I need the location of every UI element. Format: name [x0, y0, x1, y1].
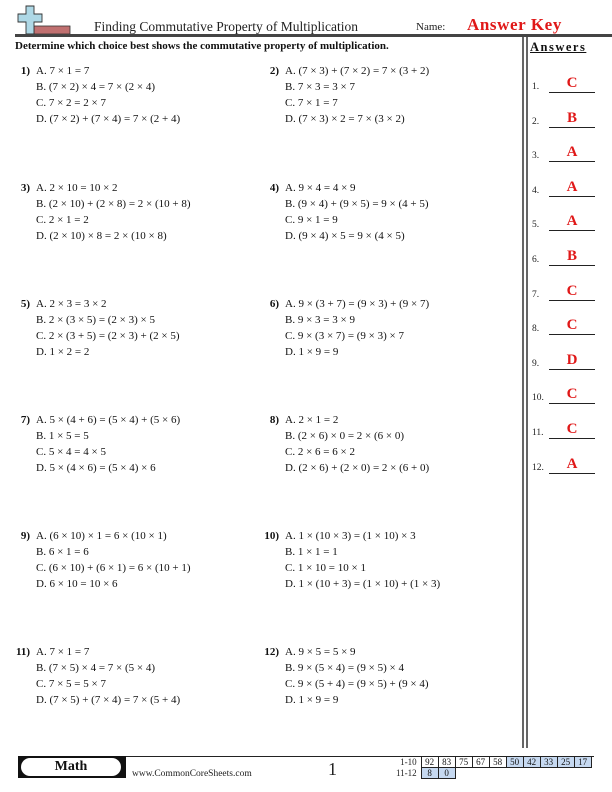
answer-number: 1. — [532, 82, 540, 92]
problem-number: 6) — [269, 298, 279, 310]
problem-number: 8) — [269, 414, 279, 426]
problem-number: 11) — [15, 646, 30, 658]
score-cell-empty — [455, 768, 472, 779]
choice-option: C. 5 × 4 = 4 × 5 — [36, 446, 106, 458]
choice-option: C. 9 × 1 = 9 — [285, 214, 338, 226]
choice-list — [285, 528, 440, 592]
answer-letter: A — [566, 213, 578, 230]
score-cell: 25 — [557, 757, 574, 768]
choice-list — [36, 180, 191, 244]
answer-blank — [549, 369, 595, 370]
problem-number: 7) — [20, 414, 30, 426]
choice-option: B. 9 × (5 × 4) = (9 × 5) × 4 — [285, 662, 405, 674]
answer-row — [532, 281, 612, 301]
problem-number: 1) — [20, 65, 30, 77]
choice-option: D. (2 × 10) × 8 = 2 × (10 × 8) — [36, 230, 167, 242]
choice-option: D. 1 × 9 = 9 — [285, 346, 339, 358]
choice-option: B. (7 × 5) × 4 = 7 × (5 × 4) — [36, 662, 156, 674]
answer-letter: C — [566, 282, 578, 299]
problem-number: 4) — [269, 182, 279, 194]
choice-list — [36, 63, 180, 127]
choice-option: A. 9 × 5 = 5 × 9 — [285, 646, 356, 658]
answer-blank — [549, 92, 595, 93]
answer-blank — [549, 230, 595, 231]
answers-heading: Answers — [530, 40, 587, 54]
choice-list — [285, 180, 429, 244]
score-cell: 92 — [421, 757, 438, 768]
choice-option: A. 7 × 1 = 7 — [36, 646, 90, 658]
answer-row — [532, 246, 612, 266]
answer-blank — [549, 473, 595, 474]
choice-list — [285, 412, 429, 476]
score-cell-empty — [489, 768, 506, 779]
choice-option: C. 9 × (5 + 4) = (9 × 5) + (9 × 4) — [285, 678, 429, 690]
choice-option: D. (2 × 6) + (2 × 0) = 2 × (6 + 0) — [285, 462, 430, 474]
problem-number: 10) — [264, 530, 279, 542]
problem-number: 12) — [264, 646, 279, 658]
answer-row — [532, 419, 612, 439]
choice-list — [36, 296, 180, 360]
score-row — [394, 768, 591, 779]
answer-number: 10. — [532, 393, 544, 404]
choice-option: D. 1 × 2 = 2 — [36, 346, 90, 358]
website-link[interactable]: www.CommonCoreSheets.com — [132, 769, 252, 779]
score-cell-empty — [506, 768, 523, 779]
choice-option: A. 9 × (3 + 7) = (9 × 3) + (9 × 7) — [285, 298, 430, 310]
answers-divider — [522, 37, 524, 748]
choice-option: B. (2 × 10) + (2 × 8) = 2 × (10 + 8) — [36, 198, 191, 210]
answer-row — [532, 454, 612, 474]
answer-row — [532, 177, 612, 197]
answer-letter: B — [566, 248, 577, 264]
choice-option: B. 1 × 1 = 1 — [285, 546, 338, 558]
answer-blank — [549, 403, 595, 404]
answer-letter: A — [566, 178, 578, 195]
answer-row — [532, 142, 612, 162]
choice-option: B. 2 × (3 × 5) = (2 × 3) × 5 — [36, 314, 156, 326]
score-cell: 50 — [506, 757, 523, 768]
choice-list — [36, 644, 180, 708]
score-cell-empty — [472, 768, 489, 779]
answer-blank — [549, 300, 595, 301]
answer-blank — [549, 265, 595, 266]
answer-blank — [549, 438, 595, 439]
choice-option: D. (7 × 5) + (7 × 4) = 7 × (5 + 4) — [36, 694, 181, 706]
answer-key-label: Answer Key — [467, 15, 562, 34]
answer-letter: C — [566, 421, 578, 437]
choice-list — [285, 296, 429, 360]
choice-option: D. (7 × 2) + (7 × 4) = 7 × (2 + 4) — [36, 113, 181, 125]
answers-divider — [526, 37, 528, 748]
choice-option: D. 1 × (10 + 3) = (1 × 10) + (1 × 3) — [285, 578, 441, 590]
answer-row — [532, 350, 612, 370]
problem-number: 2) — [269, 65, 279, 77]
score-table — [394, 756, 592, 779]
choice-option: C. 2 × (3 + 5) = (2 × 3) + (2 × 5) — [36, 330, 180, 342]
choice-option: A. 9 × 4 = 4 × 9 — [285, 182, 356, 194]
choice-option: C. 7 × 1 = 7 — [285, 97, 338, 109]
choice-option: B. 1 × 5 = 5 — [36, 430, 89, 442]
score-row — [394, 757, 591, 768]
answer-letter: D — [566, 351, 578, 368]
answer-row — [532, 211, 612, 231]
score-cell: 42 — [523, 757, 540, 768]
choice-option: C. (6 × 10) + (6 × 1) = 6 × (10 + 1) — [36, 562, 191, 574]
score-cell: 83 — [438, 757, 455, 768]
answer-letter: C — [566, 317, 578, 334]
choice-option: A. 2 × 10 = 10 × 2 — [36, 182, 118, 194]
choice-option: B. 7 × 3 = 3 × 7 — [285, 81, 355, 93]
answer-letter: A — [566, 455, 578, 472]
subject-badge — [18, 756, 126, 778]
score-cell: 33 — [540, 757, 557, 768]
choice-option: A. 1 × (10 × 3) = (1 × 10) × 3 — [285, 530, 416, 542]
score-cell-empty — [557, 768, 574, 779]
choice-option: A. (6 × 10) × 1 = 6 × (10 × 1) — [36, 530, 167, 542]
choice-option: C. 9 × (3 × 7) = (9 × 3) × 7 — [285, 330, 405, 342]
choice-list — [285, 63, 429, 127]
score-cell-empty — [540, 768, 557, 779]
choice-option: C. 7 × 2 = 2 × 7 — [36, 97, 106, 109]
answer-number: 5. — [532, 220, 540, 231]
worksheet-title: Finding Commutative Property of Multiplication — [94, 19, 358, 34]
choice-option: D. 6 × 10 = 10 × 6 — [36, 578, 118, 590]
choice-option: A. 5 × (4 + 6) = (5 × 4) + (5 × 6) — [36, 414, 181, 426]
subject-label: Math — [21, 758, 121, 776]
choice-list — [36, 412, 180, 476]
problem-number: 9) — [20, 530, 30, 542]
choice-option: A. 7 × 1 = 7 — [36, 65, 90, 77]
page-number: 1 — [328, 759, 337, 779]
answer-row — [532, 73, 612, 93]
answer-row — [532, 108, 612, 128]
answer-number: 9. — [532, 358, 540, 369]
score-cell: 58 — [489, 757, 506, 768]
answer-number: 12. — [532, 462, 544, 473]
score-cell: 67 — [472, 757, 489, 768]
answer-number: 11. — [532, 428, 544, 438]
choice-option: B. 9 × 3 = 3 × 9 — [285, 314, 355, 326]
choice-option: B. (9 × 4) + (9 × 5) = 9 × (4 + 5) — [285, 198, 429, 210]
answer-number: 4. — [532, 185, 540, 196]
choice-option: C. 7 × 5 = 5 × 7 — [36, 678, 106, 690]
score-cell: 75 — [455, 757, 472, 768]
problem-number: 5) — [20, 298, 30, 310]
choice-option: D. (9 × 4) × 5 = 9 × (4 × 5) — [285, 230, 405, 242]
answer-row — [532, 384, 612, 404]
choice-option: A. 2 × 1 = 2 — [285, 414, 339, 426]
score-range-label: 11-12 — [396, 768, 417, 778]
answer-number: 8. — [532, 324, 540, 335]
problem-number: 3) — [20, 182, 30, 194]
answer-blank — [549, 334, 595, 335]
answer-letter: B — [566, 109, 577, 126]
choice-option: B. (7 × 2) × 4 = 7 × (2 × 4) — [36, 81, 156, 93]
choice-option: C. 2 × 1 = 2 — [36, 214, 89, 226]
answer-letter: A — [566, 144, 578, 161]
plus-and-bar-logo-icon — [16, 4, 72, 34]
choice-option: D. 1 × 9 = 9 — [285, 694, 339, 706]
answer-number: 3. — [532, 151, 540, 162]
choice-option: A. 2 × 3 = 3 × 2 — [36, 298, 107, 310]
choice-list — [285, 644, 429, 708]
answer-number: 6. — [532, 255, 540, 265]
score-cell: 8 — [421, 768, 438, 779]
choice-option: B. 6 × 1 = 6 — [36, 546, 89, 558]
answer-letter: C — [566, 386, 578, 403]
score-cell: 17 — [574, 757, 591, 768]
choice-option: D. (7 × 3) × 2 = 7 × (3 × 2) — [285, 113, 405, 125]
score-range-label: 1-10 — [400, 757, 417, 767]
choice-option: C. 2 × 6 = 6 × 2 — [285, 446, 355, 458]
name-label: Name: — [416, 21, 446, 33]
choice-option: A. (7 × 3) + (7 × 2) = 7 × (3 + 2) — [285, 65, 430, 77]
answer-blank — [549, 161, 595, 162]
score-cell-empty — [574, 768, 591, 779]
answer-number: 2. — [532, 116, 540, 127]
score-cell-empty — [523, 768, 540, 779]
answer-row — [532, 315, 612, 335]
instructions: Determine which choice best shows the commutative property of multiplication. — [15, 40, 389, 52]
choice-list — [36, 528, 191, 592]
score-cell: 0 — [438, 768, 455, 779]
answer-number: 7. — [532, 289, 540, 300]
choice-option: B. (2 × 6) × 0 = 2 × (6 × 0) — [285, 430, 405, 442]
choice-option: C. 1 × 10 = 10 × 1 — [285, 562, 366, 574]
choice-option: D. 5 × (4 × 6) = (5 × 4) × 6 — [36, 462, 156, 474]
answer-letter: C — [566, 75, 578, 91]
answer-blank — [549, 127, 595, 128]
answer-blank — [549, 196, 595, 197]
